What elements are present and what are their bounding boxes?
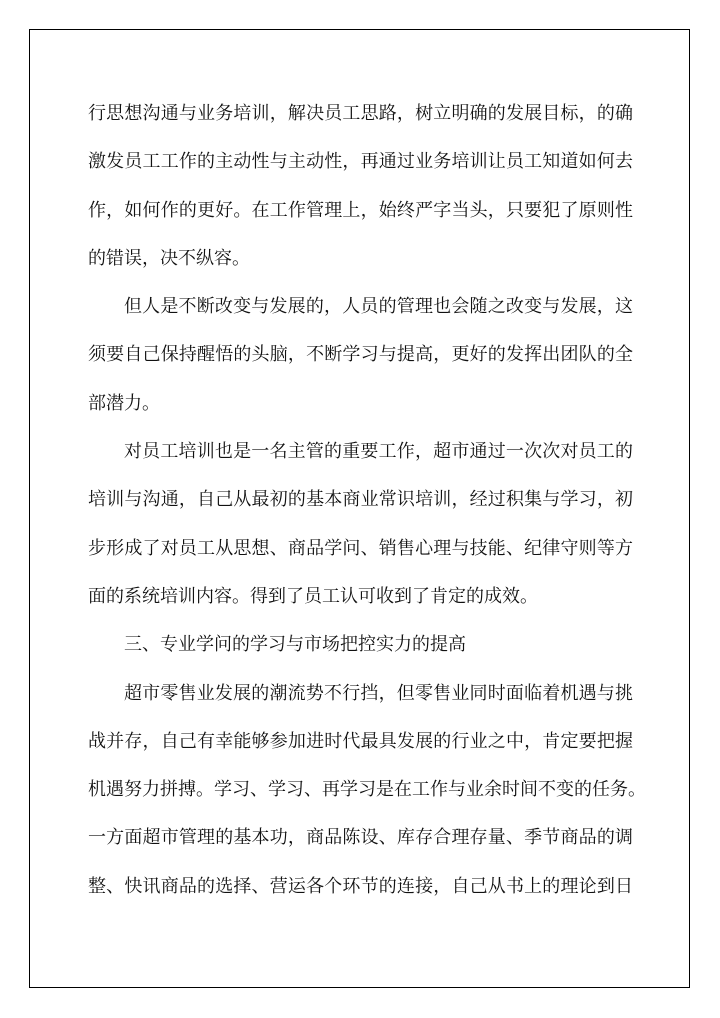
text-line: 一方面超市管理的基本功，商品陈设、库存合理存量、季节商品的调 bbox=[88, 827, 633, 849]
text-line: 部潜力。 bbox=[88, 392, 160, 414]
text-line: 培训与沟通，自己从最初的基本商业常识培训，经过积集与学习，初 bbox=[88, 489, 633, 511]
text-line: 战并存，自己有幸能够参加进时代最具发展的行业之中，肯定要把握 bbox=[88, 730, 633, 752]
text-line: 但人是不断改变与发展的，人员的管理也会随之改变与发展，这 bbox=[124, 296, 633, 318]
text-line: 激发员工工作的主动性与主动性，再通过业务培训让员工知道如何去 bbox=[88, 151, 633, 173]
section-heading: 三、专业学问的学习与市场把控实力的提高 bbox=[124, 634, 466, 656]
text-line: 行思想沟通与业务培训，解决员工思路，树立明确的发展目标，的确 bbox=[88, 103, 633, 124]
text-line: 须要自己保持醒悟的头脑，不断学习与提高，更好的发挥出团队的全 bbox=[88, 344, 633, 366]
text-line: 的错误，决不纵容。 bbox=[88, 247, 250, 269]
text-line: 超市零售业发展的潮流势不行挡，但零售业同时面临着机遇与挑 bbox=[124, 682, 633, 704]
document-body bbox=[88, 90, 646, 911]
text-line: 对员工培训也是一名主管的重要工作，超市通过一次次对员工的 bbox=[124, 441, 633, 463]
text-line: 作，如何作的更好。在工作管理上，始终严字当头，只要犯了原则性 bbox=[88, 199, 633, 221]
text-line: 整、快讯商品的选择、营运各个环节的连接，自己从书上的理论到日 bbox=[88, 875, 633, 897]
text-line: 步形成了对员工从思想、商品学问、销售心理与技能、纪律守则等方 bbox=[88, 537, 633, 559]
text-line: 面的系统培训内容。得到了员工认可收到了肯定的成效。 bbox=[88, 585, 538, 607]
text-line: 机遇努力拼搏。学习、学习、再学习是在工作与业余时间不变的任务。 bbox=[88, 779, 646, 801]
